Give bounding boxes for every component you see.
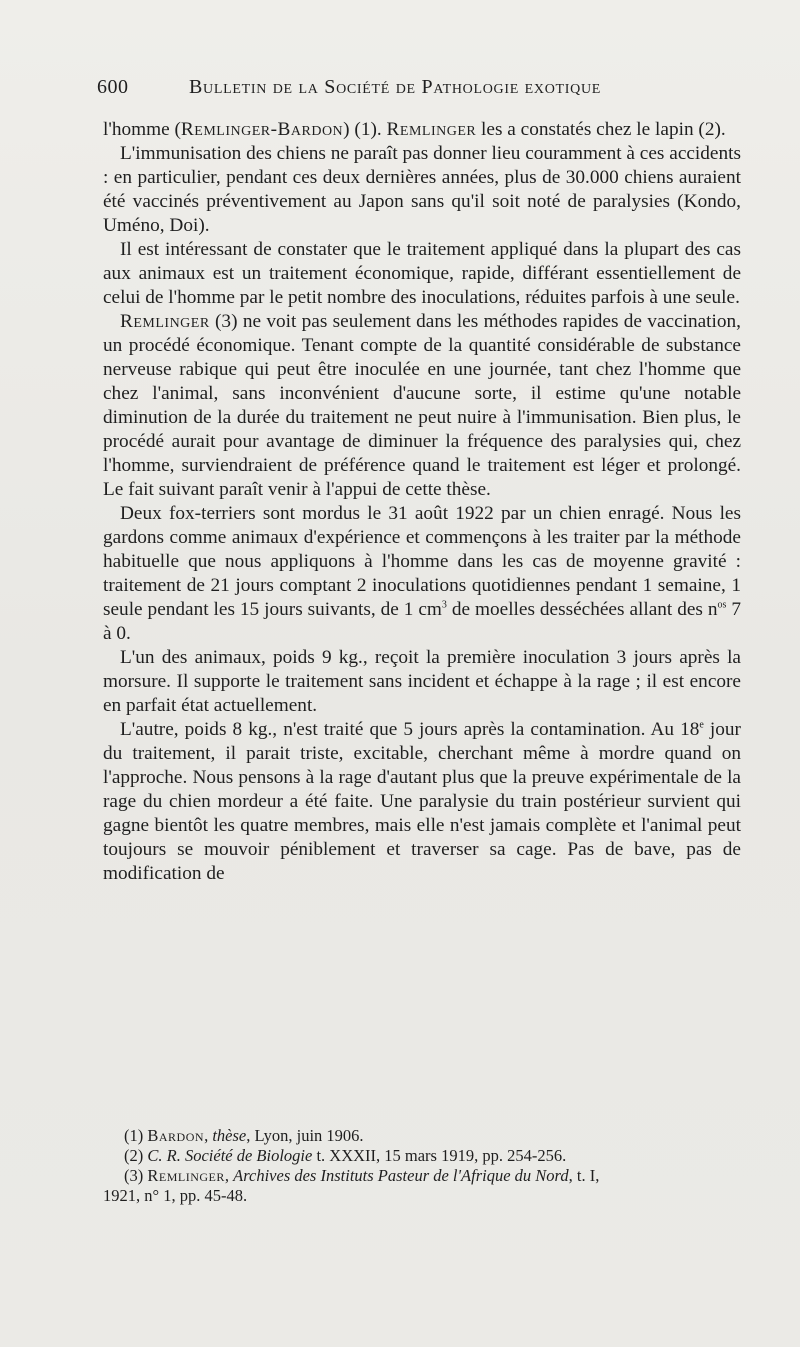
text-run: jour du traitement, il parait triste, excitable, cherchant même à mordre quand on l'approche. Nous pensons à la rage d'autant plus que la preuve expérimentale de la rage du chien mordeur a été faite. Une paralysie du train postérieur survient qui gagne bientôt les quatre membres, mais elle n'est jamais complète et l'animal peut toujours se mouvoir péniblement et traverser sa cage. Pas de bave, pas de modification de	[103, 719, 741, 884]
footnote-number: (1)	[124, 1126, 148, 1145]
superscript: e	[699, 719, 704, 731]
footnote-1	[103, 1126, 753, 1146]
running-header	[97, 76, 747, 106]
author-name: Remlinger	[147, 1166, 225, 1185]
footnote-3	[103, 1166, 753, 1186]
running-title: Bulletin de la Société de Pathologie exotique	[189, 76, 602, 98]
text-run: t. XXXII, 15 mars 1919, pp. 254-256.	[312, 1146, 567, 1165]
text-run: Deux fox-terriers sont mordus le 31 août 1922 par un chien enragé. Nous les gardons comme animaux d'expérience et commençons à les traiter par la méthode habituelle que nous appliquons à l'homme dans les cas de moyenne gravité : traitement de 21 jours comptant 2 inoculations quotidiennes pendant 1 semaine, 1 seule pendant les 15 jours suivants, de 1 cm	[103, 503, 741, 620]
text-run: , Lyon, juin 1906.	[246, 1126, 364, 1145]
body-text	[103, 118, 741, 886]
footnote-number: (3)	[124, 1166, 148, 1185]
text-run: 7 à 0.	[103, 599, 741, 644]
footnotes	[103, 1126, 753, 1206]
paragraph-5	[103, 502, 741, 646]
superscript: 3	[441, 599, 447, 611]
paragraph-3: Il est intéressant de constater que le traitement appliqué dans la plupart des cas aux animaux est un traitement économique, rapide, différant essentiellement de celui de l'homme par le petit nombre des inoculations, réduites parfois à une seule.	[103, 239, 741, 308]
page-number: 600	[97, 76, 129, 98]
text-run: l'homme (	[103, 119, 181, 140]
author-name: Remlinger	[386, 119, 477, 140]
footnote-3-continuation: 1921, n° 1, pp. 45-48.	[103, 1186, 248, 1205]
footnote-2	[103, 1146, 753, 1166]
footnote-number: (2)	[124, 1146, 148, 1165]
superscript: os	[717, 599, 727, 611]
text-run: ) (1).	[343, 119, 387, 140]
text-run: ,	[224, 1166, 234, 1185]
author-name: Remlinger-Bardon	[180, 119, 344, 140]
text-run: , t. I,	[568, 1166, 600, 1185]
paragraph-2: L'immunisation des chiens ne paraît pas donner lieu couramment à ces accidents : en particulier, pendant ces deux dernières années, plus de 30.000 chiens auraient été vaccinés préventivement au Japon sans qu'il soit noté de paralysies (Kondo, Uméno, Doi).	[103, 143, 741, 236]
text-run: (3) ne voit pas seulement dans les méthodes rapides de vaccination, un procédé économique. Tenant compte de la quantité considérable de substance nerveuse rabique qui peut être inoculée en une journée, tant chez l'homme que chez l'animal, sans inconvénient d'aucune sorte, il estime qu'une notable diminution de la durée du traitement ne peut nuire à l'immunisation. Bien plus, le procédé aurait pour avantage de diminuer la fréquence des paralysies qui, chez l'homme, surviendraient de préférence quand le traitement est léger et prolongé. Le fait suivant paraît venir à l'appui de cette thèse.	[103, 311, 741, 500]
paragraph-4	[103, 310, 741, 502]
text-run: les a constatés chez le lapin (2).	[476, 119, 726, 140]
italic-title: Archives des Instituts Pasteur de l'Afrique du Nord	[233, 1166, 569, 1185]
text-run: L'autre, poids 8 kg., n'est traité que 5 jours après la contamination. Au 18	[120, 719, 700, 740]
text-run: de moelles desséchées allant des n	[446, 599, 718, 620]
author-name: Bardon	[147, 1126, 205, 1145]
italic-title: thèse	[212, 1126, 247, 1145]
paragraph-1	[103, 118, 741, 142]
paragraph-7	[103, 718, 741, 886]
author-name: Remlinger	[120, 311, 210, 332]
italic-title: C. R. Société de Biologie	[147, 1146, 313, 1165]
paragraph-6: L'un des animaux, poids 9 kg., reçoit la première inoculation 3 jours après la morsure. Il supporte le traitement sans incident et échappe à la rage ; il est encore en parfait état actuellement.	[103, 647, 741, 716]
text-run: ,	[204, 1126, 213, 1145]
